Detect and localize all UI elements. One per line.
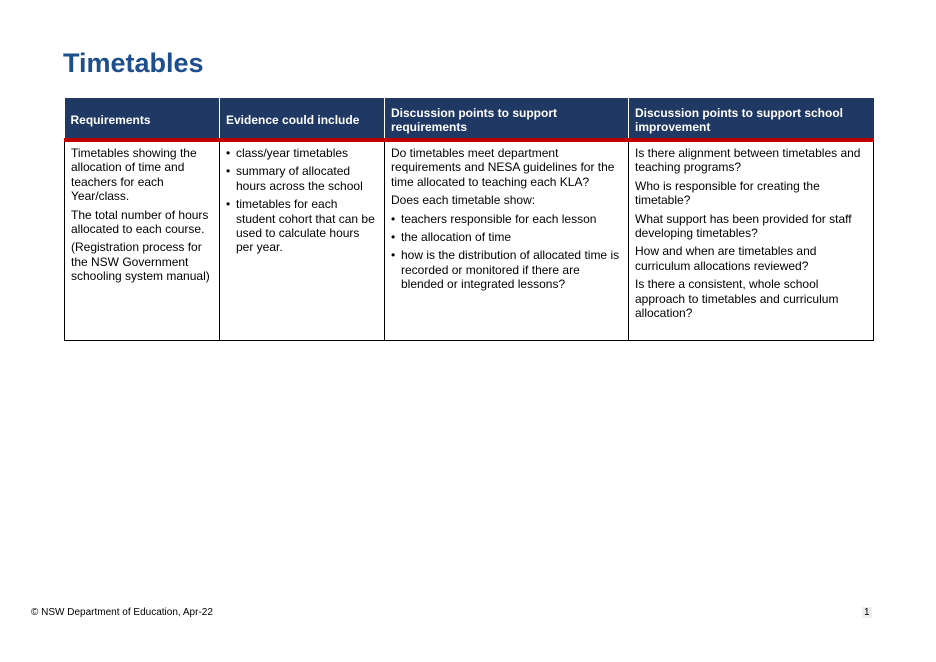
improvement-text: Is there alignment between timetables and teaching programs? — [635, 146, 861, 175]
table-row — [65, 140, 874, 341]
discussion-item: • how is the distribution of allocated time is recorded or monitored if there are blended or integrated lessons? — [391, 248, 623, 291]
discussion-item: • the allocation of time — [391, 230, 623, 244]
discussion-text: Does each timetable show: — [391, 193, 536, 208]
requirement-text: Timetables showing the allocation of time and teachers for each Year/class. — [71, 146, 197, 204]
header-discussion-improvement: Discussion points to support school improvement — [629, 98, 874, 140]
page-number: 1 — [864, 607, 870, 618]
header-discussion-requirements: Discussion points to support requirements — [385, 98, 629, 140]
improvement-text: Is there a consistent, whole school approach to timetables and curriculum allocation? — [635, 277, 839, 321]
evidence-item: • class/year timetables — [226, 146, 379, 160]
evidence-cell — [220, 140, 385, 341]
improvement-text: What support has been provided for staff developing timetables? — [635, 211, 852, 241]
timetables-table — [64, 98, 874, 341]
requirement-text: (Registration process for the NSW Government schooling system manual) — [71, 240, 210, 284]
discussion-requirements-cell — [385, 140, 629, 341]
discussion-text: Do timetables meet department requirements and NESA guidelines for the time allocated to teaching each KLA? — [391, 146, 615, 189]
discussion-list — [391, 212, 623, 292]
improvement-text: How and when are timetables and curriculum allocations reviewed? — [635, 244, 817, 273]
evidence-item: • summary of allocated hours across the school — [226, 164, 379, 193]
discussion-item: • teachers responsible for each lesson — [391, 212, 623, 226]
discussion-improvement-cell — [629, 140, 874, 341]
requirement-text: The total number of hours allocated to each course. — [71, 207, 209, 237]
header-requirements: Requirements — [65, 98, 220, 140]
page-title: Timetables — [63, 48, 204, 78]
footer-copyright: © NSW Department of Education, Apr-22 — [31, 607, 213, 618]
improvement-text: Who is responsible for creating the timetable? — [635, 178, 820, 208]
evidence-item: • timetables for each student cohort that can be used to calculate hours per year. — [226, 197, 379, 255]
evidence-list — [226, 146, 379, 255]
requirements-cell — [65, 140, 220, 341]
table-header-row — [65, 98, 874, 140]
header-evidence: Evidence could include — [220, 98, 385, 140]
